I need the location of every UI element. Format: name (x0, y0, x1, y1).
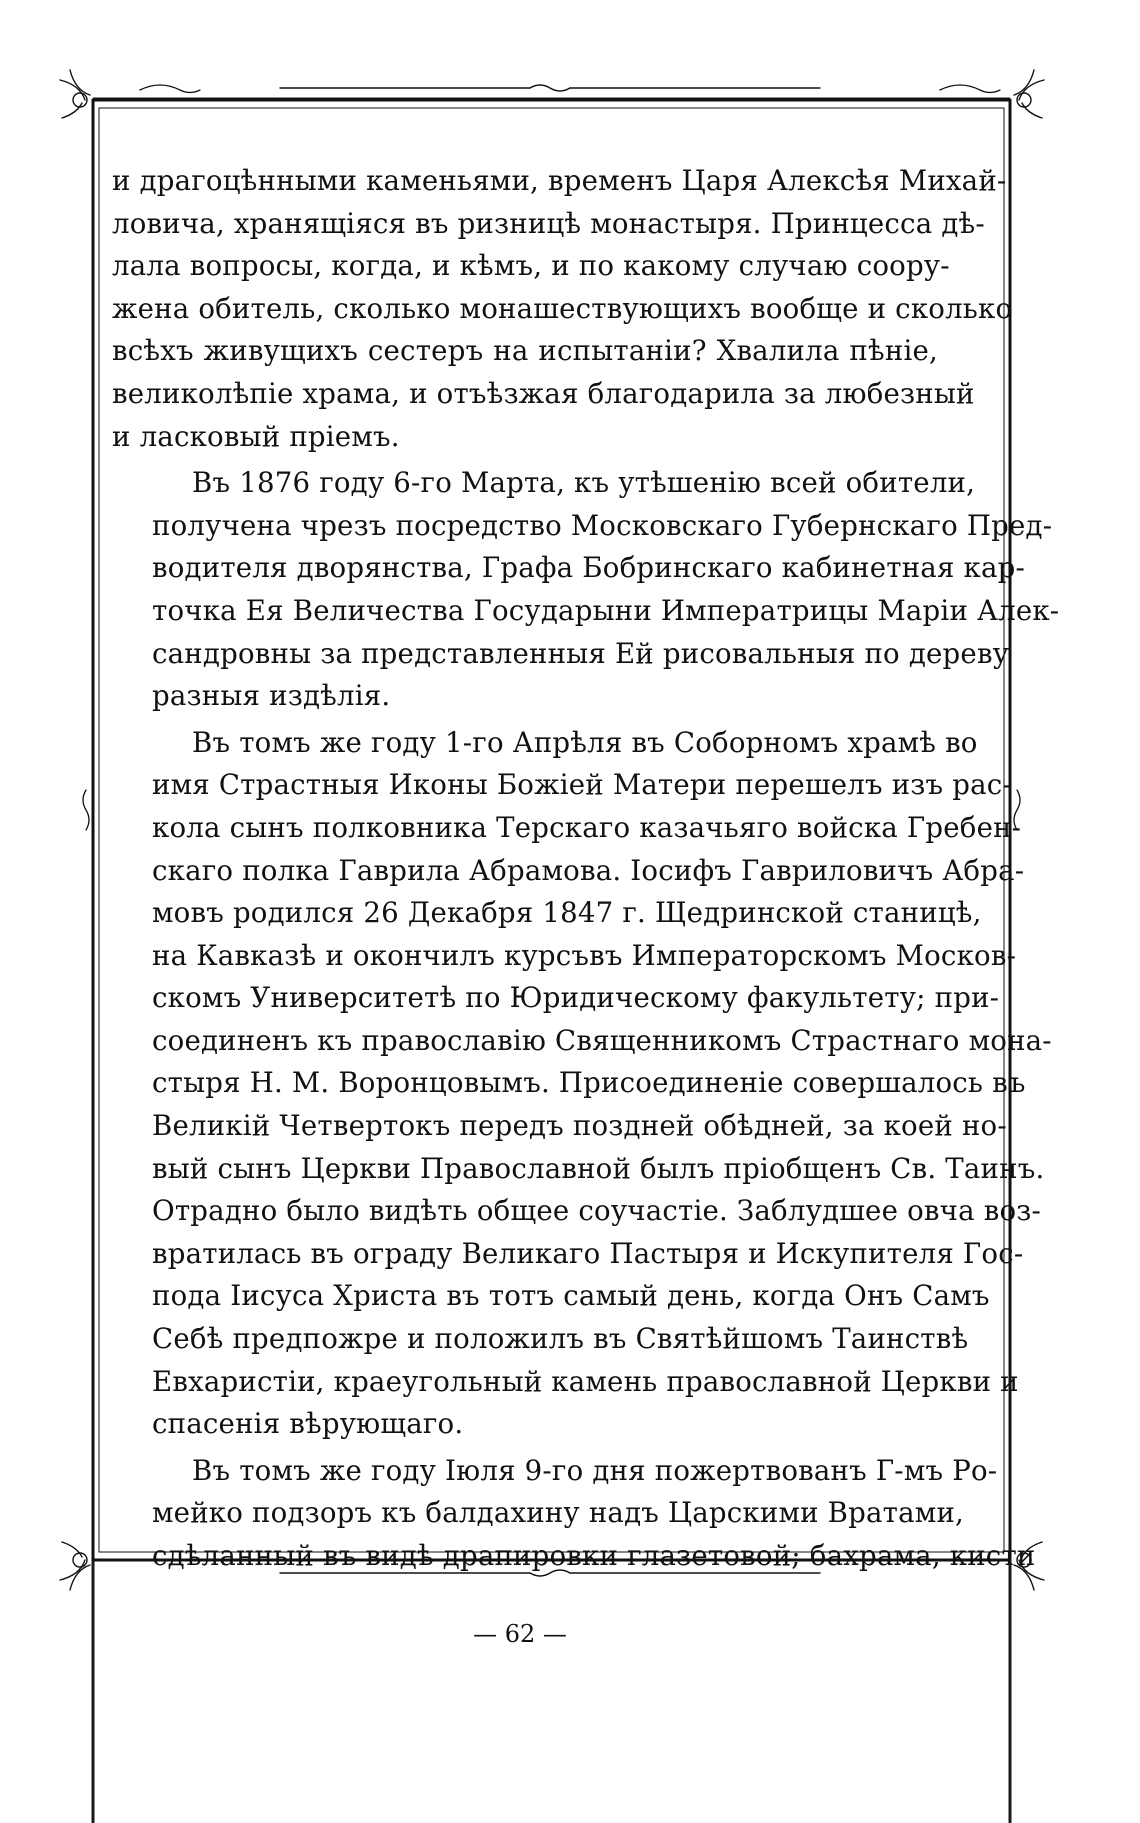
text-line: Въ томъ же году 1-го Апрѣля въ Соборномъ храмѣ во (192, 725, 978, 759)
text-line: кола сынъ полковника Терскаго казачьяго войска Гребен- (152, 810, 1022, 844)
text-line: и драгоцѣнными каменьями, временъ Царя Алексѣя Михай- (112, 164, 1007, 197)
text-line: Себѣ предпожре и положилъ въ Святѣйшомъ Таинствѣ (152, 1322, 969, 1356)
text-line: Въ 1876 году 6-го Марта, къ утѣшенію всей обители, (192, 466, 976, 500)
body-text (112, 160, 1060, 1582)
text-line: мовъ родился 26 Декабря 1847 г. Щедринской станицѣ, (152, 896, 982, 930)
paragraph (112, 160, 1013, 458)
paragraph (112, 462, 1060, 718)
text-line: ловича, хранящіяся въ ризницѣ монастыря. Принцесса дѣ- (112, 206, 985, 240)
paragraph (112, 722, 1052, 1446)
page-number: — 62 — (473, 1620, 567, 1648)
text-line: Великій Четвертокъ передъ поздней обѣдней, за коей но- (152, 1109, 1007, 1143)
text-line: вый сынъ Церкви Православной былъ пріобщенъ Св. Таинъ. (152, 1151, 1045, 1185)
paragraph (112, 1450, 1036, 1578)
corner-ornament-bottom-left (60, 1542, 90, 1590)
text-line: лала вопросы, когда, и кѣмъ, и по какому случаю соору- (112, 249, 950, 283)
text-line: стыря Н. М. Воронцовымъ. Присоединеніе совершалось въ (152, 1066, 1026, 1100)
text-line: Отрадно было видѣть общее соучастіе. Заблудшее овча воз- (152, 1194, 1042, 1228)
text-line: Въ томъ же году Іюля 9-го дня пожертвованъ Г-мъ Ро- (192, 1453, 998, 1487)
text-line: водителя дворянства, Графа Бобринскаго кабинетная кар- (152, 551, 1026, 585)
text-line: Евхаристіи, краеугольный камень православной Церкви и (152, 1364, 1019, 1398)
text-line: и ласковый пріемъ. (112, 419, 400, 453)
text-line: скаго полка Гаврила Абрамова. Іосифъ Гавриловичъ Абра- (152, 853, 1025, 887)
text-line: разныя издѣлія. (152, 679, 391, 713)
text-line: всѣхъ живущихъ сестеръ на испытаніи? Хвалила пѣніе, (112, 334, 938, 368)
text-line: скомъ Университетѣ по Юридическому факультету; при- (152, 981, 1000, 1015)
text-line: на Кавказѣ и окончилъ курсъвъ Императорскомъ Москов- (152, 938, 1017, 972)
text-line: соединенъ къ православію Священникомъ Страстнаго мона- (152, 1023, 1052, 1057)
text-line: пода Іисуса Христа въ тотъ самый день, когда Онъ Самъ (152, 1279, 990, 1313)
text-line: сдѣланный въ видѣ драпировки глазетовой; бахрама, кисти (152, 1539, 1036, 1572)
text-line: великолѣпіе храма, и отъѣзжая благодарила за любезный (112, 376, 975, 410)
text-line: мейко подзоръ къ балдахину надъ Царскими Вратами, (152, 1496, 965, 1530)
corner-ornament-top-left (60, 70, 90, 118)
text-line: вратилась въ ограду Великаго Пастыря и Искупителя Гос- (152, 1236, 1024, 1270)
text-line: спасенія вѣрующаго. (152, 1407, 464, 1441)
text-line: получена чрезъ посредство Московскаго Губернскаго Пред- (152, 508, 1053, 542)
text-line: сандровны за представленныя Ей рисовальныя по дереву (152, 636, 1010, 670)
text-line: жена обитель, сколько монашествующихъ вообще и сколько (112, 291, 1013, 325)
corner-ornament-top-right (1014, 70, 1044, 118)
text-line: точка Ея Величества Государыни Императрицы Маріи Алек- (152, 593, 1060, 627)
text-line: имя Страстныя Иконы Божіей Матери перешелъ изъ рас- (152, 768, 1012, 802)
